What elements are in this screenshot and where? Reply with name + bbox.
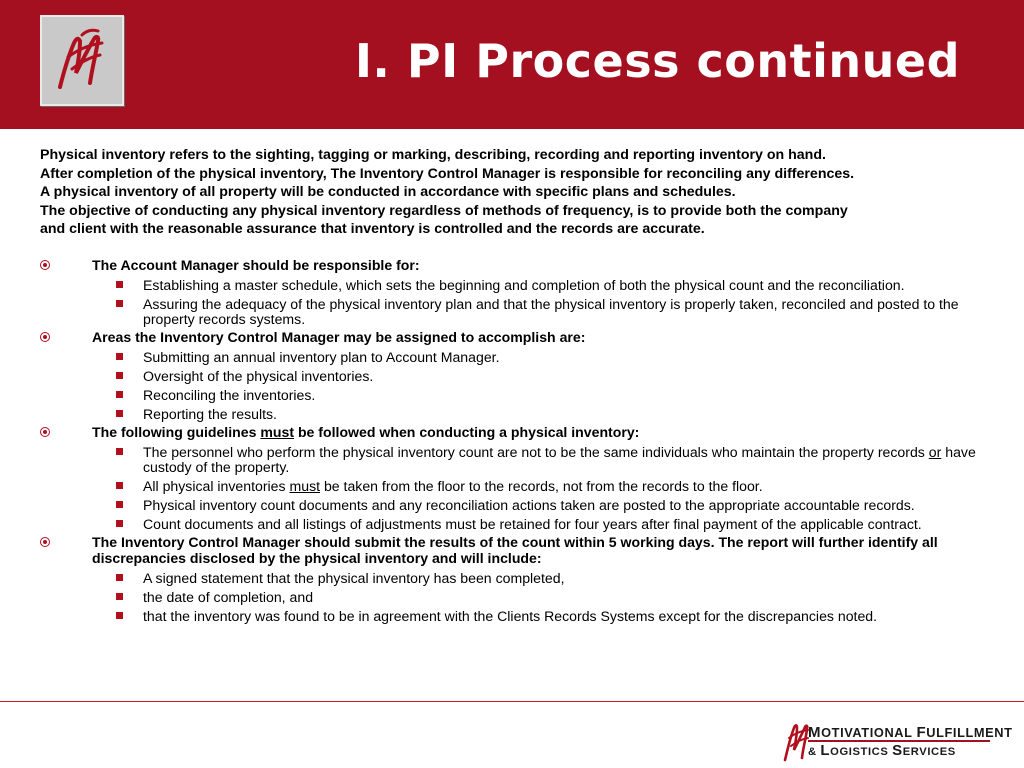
- square-bullet-icon: [116, 448, 123, 455]
- square-bullet-icon: [116, 391, 123, 398]
- brand-letter: L: [820, 742, 831, 759]
- slide-title: I. PI Process continued: [354, 34, 960, 88]
- list-item: [40, 350, 980, 365]
- brand-letter: F: [916, 724, 927, 741]
- section-heading-text-end: be followed when conducting a physical inventory:: [294, 424, 640, 441]
- list-item-text: Reconciling the inventories.: [143, 386, 316, 403]
- list-item: [40, 407, 980, 422]
- list-item-text: Establishing a master schedule, which sets the beginning and completion of both the physical count and the reconciliation.: [143, 276, 905, 293]
- square-bullet-icon: [116, 501, 123, 508]
- brand-word: ULFILLMENT: [926, 725, 1013, 740]
- square-bullet-icon: [116, 574, 123, 581]
- radio-circle-bullet-icon: [40, 332, 50, 342]
- list-item: [40, 609, 980, 624]
- square-bullet-icon: [116, 593, 123, 600]
- list-item: [40, 479, 980, 494]
- intro-line: A physical inventory of all property will be conducted in accordance with specific plans and schedules.: [40, 184, 736, 201]
- emphasis-must: must: [260, 424, 295, 441]
- mf-monogram-icon: [42, 17, 122, 104]
- list-item-text-end: have custody of the property.: [143, 444, 976, 475]
- footer-brand: [808, 726, 1013, 759]
- brand-line-2: [808, 744, 1013, 759]
- list-item-text: Oversight of the physical inventories.: [143, 367, 374, 384]
- list-item-text: that the inventory was found to be in agreement with the Clients Records Systems except for the discrepancies noted.: [143, 607, 878, 624]
- brand-line-1: [808, 726, 1013, 740]
- square-bullet-icon: [116, 482, 123, 489]
- list-item: [40, 369, 980, 384]
- square-bullet-icon: [116, 372, 123, 379]
- list-item-text: Submitting an annual inventory plan to Account Manager.: [143, 348, 500, 365]
- emphasis-or: or: [928, 444, 942, 461]
- list-item: [40, 590, 980, 605]
- list-item: [40, 278, 980, 293]
- footer-divider: [0, 701, 1024, 702]
- radio-circle-bullet-icon: [40, 427, 50, 437]
- bullet-list: [40, 258, 980, 624]
- list-item-text-start: The personnel who perform the physical inventory count are not to be the same individuals who maintain the property records: [143, 444, 929, 461]
- section-heading: [40, 425, 980, 441]
- section-heading-text: The Account Manager should be responsible for:: [92, 257, 420, 273]
- section-heading: [40, 330, 980, 346]
- section-heading-text: Areas the Inventory Control Manager may be assigned to accomplish are:: [92, 328, 586, 345]
- emphasis-must: must: [289, 477, 321, 494]
- brand-word: OTIVATIONAL: [821, 725, 917, 740]
- list-item-text: the date of completion, and: [143, 588, 314, 605]
- square-bullet-icon: [116, 520, 123, 527]
- intro-line: After completion of the physical inventory, The Inventory Control Manager is responsible for reconciling any differences.: [40, 165, 855, 182]
- section-heading: [40, 535, 980, 567]
- square-bullet-icon: [116, 353, 123, 360]
- list-item: [40, 388, 980, 403]
- brand-word: OGISTICS: [830, 746, 893, 758]
- intro-line: and client with the reasonable assurance that inventory is controlled and the records are accurate.: [40, 221, 705, 238]
- list-item: [40, 297, 980, 327]
- header-bar: [0, 0, 1024, 129]
- list-item-text-start: All physical inventories: [143, 477, 290, 494]
- brand-letter: S: [892, 742, 903, 759]
- brand-letter: M: [808, 724, 822, 741]
- square-bullet-icon: [116, 281, 123, 288]
- list-item-text-end: be taken from the floor to the records, not from the records to the floor.: [320, 477, 763, 494]
- square-bullet-icon: [116, 410, 123, 417]
- radio-circle-bullet-icon: [40, 537, 50, 547]
- section-heading: [40, 258, 980, 274]
- intro-line: The objective of conducting any physical inventory regardless of methods of frequency, is to provide both the company: [40, 202, 848, 219]
- list-item-text: Count documents and all listings of adjustments must be retained for four years after final payment of the applicable contract.: [143, 515, 922, 532]
- list-item: [40, 517, 980, 532]
- square-bullet-icon: [116, 612, 123, 619]
- list-item-text: Assuring the adequacy of the physical inventory plan and that the physical inventory is properly taken, reconciled and posted to the property records systems.: [143, 295, 959, 327]
- list-item: [40, 498, 980, 513]
- list-item-text: Reporting the results.: [143, 405, 277, 422]
- list-item: [40, 571, 980, 586]
- company-logo: [40, 15, 124, 106]
- brand-word: ERVICES: [902, 746, 956, 758]
- section-heading-text-start: The following guidelines: [92, 424, 261, 441]
- section-heading-text: The Inventory Control Manager should submit the results of the count within 5 working days. The report will further identify all discrepancies disclosed by the physical inventory and will include:: [92, 534, 938, 566]
- list-item-text: A signed statement that the physical inventory has been completed,: [143, 569, 565, 586]
- brand-word: &: [808, 746, 821, 758]
- radio-circle-bullet-icon: [40, 260, 50, 270]
- list-item: [40, 445, 980, 475]
- list-item-text: Physical inventory count documents and any reconciliation actions taken are posted to the appropriate accountable records.: [143, 496, 915, 513]
- intro-line: Physical inventory refers to the sighting, tagging or marking, describing, recording and reporting inventory on hand.: [40, 147, 826, 163]
- square-bullet-icon: [116, 300, 123, 307]
- intro-paragraph: [40, 146, 980, 239]
